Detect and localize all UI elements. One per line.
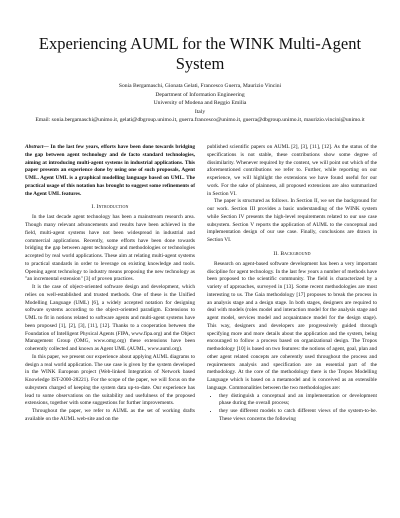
list-item: • they use different models to catch different views of the system-to-be. These views concerns the following [219,408,377,424]
background-paragraph: Research on agent-based software development has been a very important discipline for agent technology. In the last few years a number of methods have been proposed to the scientific community. The field is characterized by a variety of approaches, surveyed in [13]. Some recent methodologies are most interesting to us. The Gaia methodology [17] proposes to break the process in an analysis stage and a design stage. In both stages, designers are required to deal with models (roles model and interaction model for the analysis stage and agent model, services model and acquaintance model for the design stage). This way, designers and developers are progressively guided through specifying more and more details about the application and the system, being encouraged to follow a process based on organizational design. The Tropos methodology [10] is based on two features: the notions of agent, goal, plan and other agent related concepts are coherently used throughout the process and requirements analysis and specification are an essential part of the methodology. At the core of the methodology there is the Tropos Modelling Language which is based on a metamodel and is conceived as an extensible language. Commonalities between the two methodologies are: [207,260,377,391]
intro-paragraph: It is the case of object-oriented software design and development, which relies on well-established and trusted methods. One of these is the Unified Modelling Language (UML) [6], a widely accepted notation for designing software systems according to the object-oriented paradigm. Extensions to UML to fit in notions related to software agents and multi-agent systems have been proposed [1], [2], [3], [11], [12]. Thanks to a cooperation between the Foundation of Intelligent Physical Agents (FIPA, www.fipa.org) and the Object Management Group (OMG, www.omg.org) these extensions have been coherently collected and known as Agent UML (AUML, www.auml.org). [25,284,195,352]
paper-title: Experiencing AUML for the WINK Multi-Agent System [38,34,362,73]
intro-paragraph: In this paper, we present our experience about applying AUML diagrams to design a real world application. The use case is given by the system developed in the WINK European project (Web-linked Integration of Network based Knowledge IST-2000-28221). For the scope of the paper, we will focus on the subsystem charged of keeping the system data up-to-date. Our experience has lead to some observations on the suitability and usefulness of the proposed extensions, together with some suggestions for further improvements. [25,353,195,407]
section-heading-introduction: I. Introduction [91,204,129,211]
list-item: • they distinguish a conceptual and an implementation or development phase during the overall process; [219,393,377,409]
right-column [207,144,377,424]
abstract-label: Abstract [25,144,44,150]
affiliation-dept: Department of Information Engineering [155,91,245,98]
structure-paragraph: The paper is structured as follows. In Section II, we set the background for our work. Section III provides a basic understanding of the WINK system while Section IV presents the high-level requirements related to our use case subsystem. Section V reports the application of AUML to the conceptual and implementation design of our use case. Finally, conclusions are drawn in Section VI. [207,198,377,243]
abstract-text: — In the last few years, efforts have been done towards bridging the gap between agent technology and de facto standard technologies, aiming at introducing multi-agent systems in industrial applications. This paper presents an experience done by using one of such proposals, Agent UML. Agent UML is a graphical modelling language based on UML. The practical usage of this notation has brought to suggest some refinements of the Agent UML features. [25,144,195,197]
intro-continuation: published scientific papers on AUML [2], [3], [11], [12]. As the status of the specifications is not stable, these contributions show some degree of dissimilarity. Whenever required by the content, we will point out which of the aforementioned contributions we refer to. Further, while reporting on our experience, we will highlight the extensions we have found useful for our work. For the sake of plainness, all proposed extensions are also summarized in Section VI. [207,144,377,197]
section-heading-background: II. Background [273,250,311,257]
author-names: Sonia Bergamaschi, Gionata Gelati, Francesco Guerra, Maurizio Vincini [118,83,282,89]
affiliation-country: Italy [194,108,206,115]
author-block [20,82,380,125]
intro-paragraph: Throughout the paper, we refer to AUML as the set of working drafts available on the AUML web-site and on the [25,408,195,422]
left-column [25,144,195,424]
affiliation-univ: University of Modena and Reggio Emilia [153,100,247,107]
intro-paragraph: In the last decade agent technology has been a mainstream research area. Though many relevant advancements and results have been achieved in the field, multi-agent systems have not been widespread in industrial and commercial applications. Recently, some efforts have been done towards bridging the gap between agent technology and methodologies or technologies accepted by real world applications. These aim at relating multi-agent systems to practical standards in order to leverage on existing knowledge and tools. Opening agent technology to industry means proposing the new technology as "an incremental extension" [3] of proven practices. [25,214,195,283]
abstract [25,144,195,198]
commonalities-list [207,393,377,424]
author-emails: Email: sonia.bergamaschi@unimo.it, gelati@dbgroup.unimo.it, guerra.francesco@unimo.it, guerra@dbgroup.unimo.it, maurizio.vincini@unimo.it [35,117,365,124]
